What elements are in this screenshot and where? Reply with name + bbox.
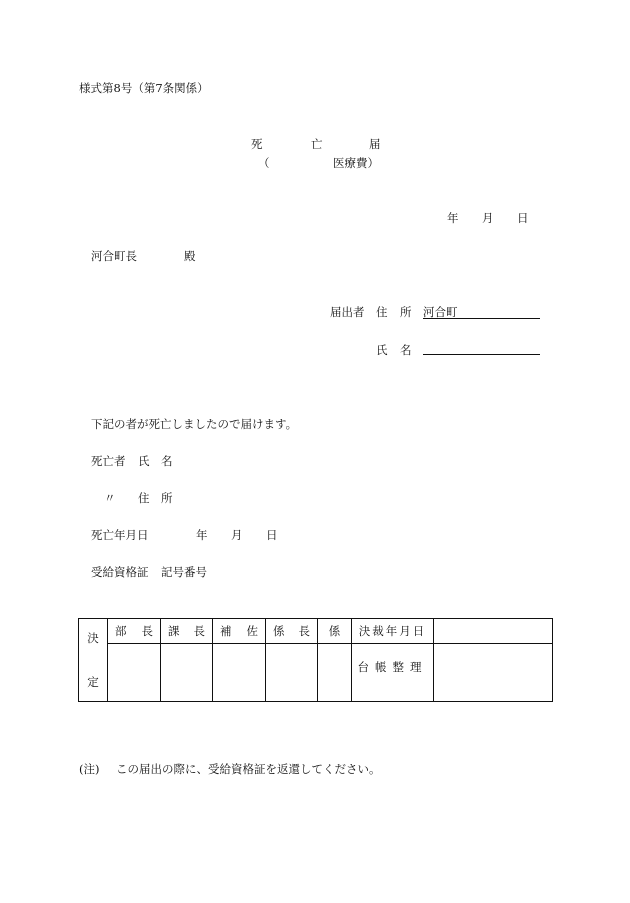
certificate-label: 受給資格証	[91, 565, 149, 579]
statement: 下記の者が死亡しましたので届けます。	[91, 417, 298, 431]
death-date-day: 日	[266, 528, 278, 542]
applicant-label: 届出者	[330, 305, 365, 319]
role-bucho-2: 長	[141, 624, 153, 638]
decision-label-2: 定	[87, 675, 99, 689]
note-text: この届出の際に、受給資格証を返還してください。	[116, 762, 381, 776]
applicant-name-label-1: 氏	[376, 343, 388, 357]
death-date-label: 死亡年月日	[91, 528, 149, 542]
date-day: 日	[517, 211, 529, 225]
role-kakaricho-1: 係	[273, 624, 285, 638]
decision-label-1: 決	[87, 631, 99, 645]
applicant-address-label-2: 所	[400, 305, 412, 319]
stamp-kakaricho	[266, 644, 318, 702]
address-underline	[423, 318, 540, 319]
decision-date-value	[434, 619, 553, 644]
certificate-number-label: 記号番号	[161, 565, 207, 579]
deceased-label: 死亡者	[91, 454, 126, 468]
title-char-3: 届	[369, 137, 381, 151]
role-hosa-2: 佐	[246, 624, 258, 638]
ledger-value	[434, 644, 553, 702]
name-underline	[423, 354, 540, 355]
title-char-1: 死	[251, 137, 263, 151]
role-cell-bucho	[108, 619, 161, 644]
addressee-honorific: 殿	[184, 249, 196, 263]
role-cell-kacho	[161, 619, 213, 644]
stamp-bucho	[108, 644, 161, 702]
ledger-label: 台帳整理	[352, 644, 434, 702]
role-kacho-1: 課	[168, 624, 180, 638]
stamp-kacho	[161, 644, 213, 702]
decision-date-label: 決裁年月日	[352, 619, 434, 644]
decision-cell	[79, 619, 108, 702]
ditto-mark: 〃	[104, 491, 116, 505]
applicant-address-label-1: 住	[376, 305, 388, 319]
deceased-name-label-2: 名	[161, 454, 173, 468]
note-label: (注)	[79, 762, 100, 776]
addressee-name: 河合町長	[91, 249, 137, 263]
role-kakaricho-2: 長	[298, 624, 310, 638]
role-bucho-1: 部	[115, 624, 127, 638]
subtitle-paren: （	[258, 156, 270, 170]
approval-table	[78, 618, 553, 702]
deceased-address-label-2: 所	[161, 491, 173, 505]
role-kacho-2: 長	[193, 624, 205, 638]
title-char-2: 亡	[311, 137, 323, 151]
stamp-hosa	[213, 644, 266, 702]
death-date-month: 月	[231, 528, 243, 542]
deceased-name-label-1: 氏	[138, 454, 150, 468]
applicant-address-value: 河合町	[423, 305, 458, 319]
stamp-staff	[318, 644, 352, 702]
role-cell-hosa	[213, 619, 266, 644]
applicant-name-label-2: 名	[400, 343, 412, 357]
role-hosa-1: 補	[220, 624, 232, 638]
date-month: 月	[482, 211, 494, 225]
form-number: 様式第8号（第7条関係）	[79, 81, 209, 95]
role-cell-staff	[318, 619, 352, 644]
subtitle: 医療費）	[333, 156, 379, 170]
date-year: 年	[447, 211, 459, 225]
death-date-year: 年	[196, 528, 208, 542]
role-staff: 係	[328, 624, 341, 638]
role-cell-kakaricho	[266, 619, 318, 644]
deceased-address-label-1: 住	[138, 491, 150, 505]
